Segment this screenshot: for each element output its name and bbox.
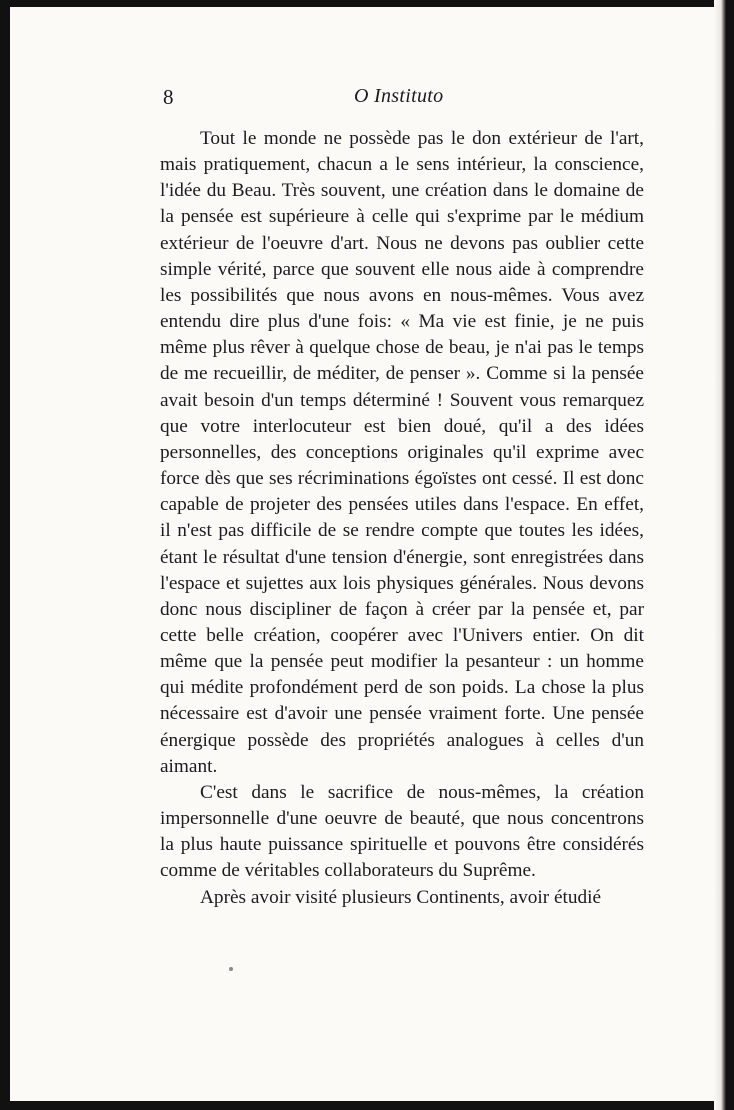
scan-speck — [229, 967, 233, 971]
paragraph-3: Après avoir visité plusieurs Continents, avoir étudié — [200, 886, 602, 908]
book-page — [10, 7, 714, 1101]
body-text — [160, 126, 644, 911]
page-header — [10, 85, 714, 115]
paragraph-2: C'est dans le sacrifice de nous-mêmes, la création impersonnelle d'une oeuvre de beauté, que nous concentrons la plus haute puissance spirituelle et pouvons être considérés comme de véritables collaborateurs du Suprême. — [160, 781, 644, 882]
running-title: O Instituto — [354, 85, 444, 107]
scan-page-edge — [714, 0, 734, 1110]
paragraph-1: Tout le monde ne possède pas le don extérieur de l'art, mais pratiquement, chacun a le sens intérieur, la conscience, l'idée du Beau. Très souvent, une création dans le domaine de la pensée est supérieure à celle qui s'exprime par le médium extérieur de l'oeuvre d'art. Nous ne devons pas oublier cette simple vérité, parce que souvent elle nous aide à comprendre les possibilités que nous avons en nous-mêmes. Vous avez entendu dire plus d'une fois: « Ma vie est finie, je ne puis même plus rêver à quelque chose de beau, je n'ai pas le temps de me recueillir, de méditer, de penser ». Comme si la pensée avait besoin d'un temps déterminé ! Souvent vous remarquez que votre interlocuteur est bien doué, qu'il a des idées personnelles, des conceptions originales qu'il exprime avec force dès que ses récriminations égoïstes ont cessé. Il est donc capable de projeter des pensées utiles dans l'espace. En effet, il n'est pas difficile de se rendre compte que toutes les idées, étant le résultat d'une tension d'énergie, sont enregistrées dans l'espace et sujettes aux lois physiques générales. Nous devons donc nous discipliner de façon à créer par la pensée et, par cette belle création, coopérer avec l'Univers entier. On dit même que la pensée peut modifier la pesanteur : un homme qui médite profondément perd de son poids. La chose la plus nécessaire est d'avoir une pensée vraiment forte. Une pensée énergique possède des propriétés analogues à celles d'un aimant. — [160, 128, 644, 777]
page-number: 8 — [163, 85, 174, 109]
